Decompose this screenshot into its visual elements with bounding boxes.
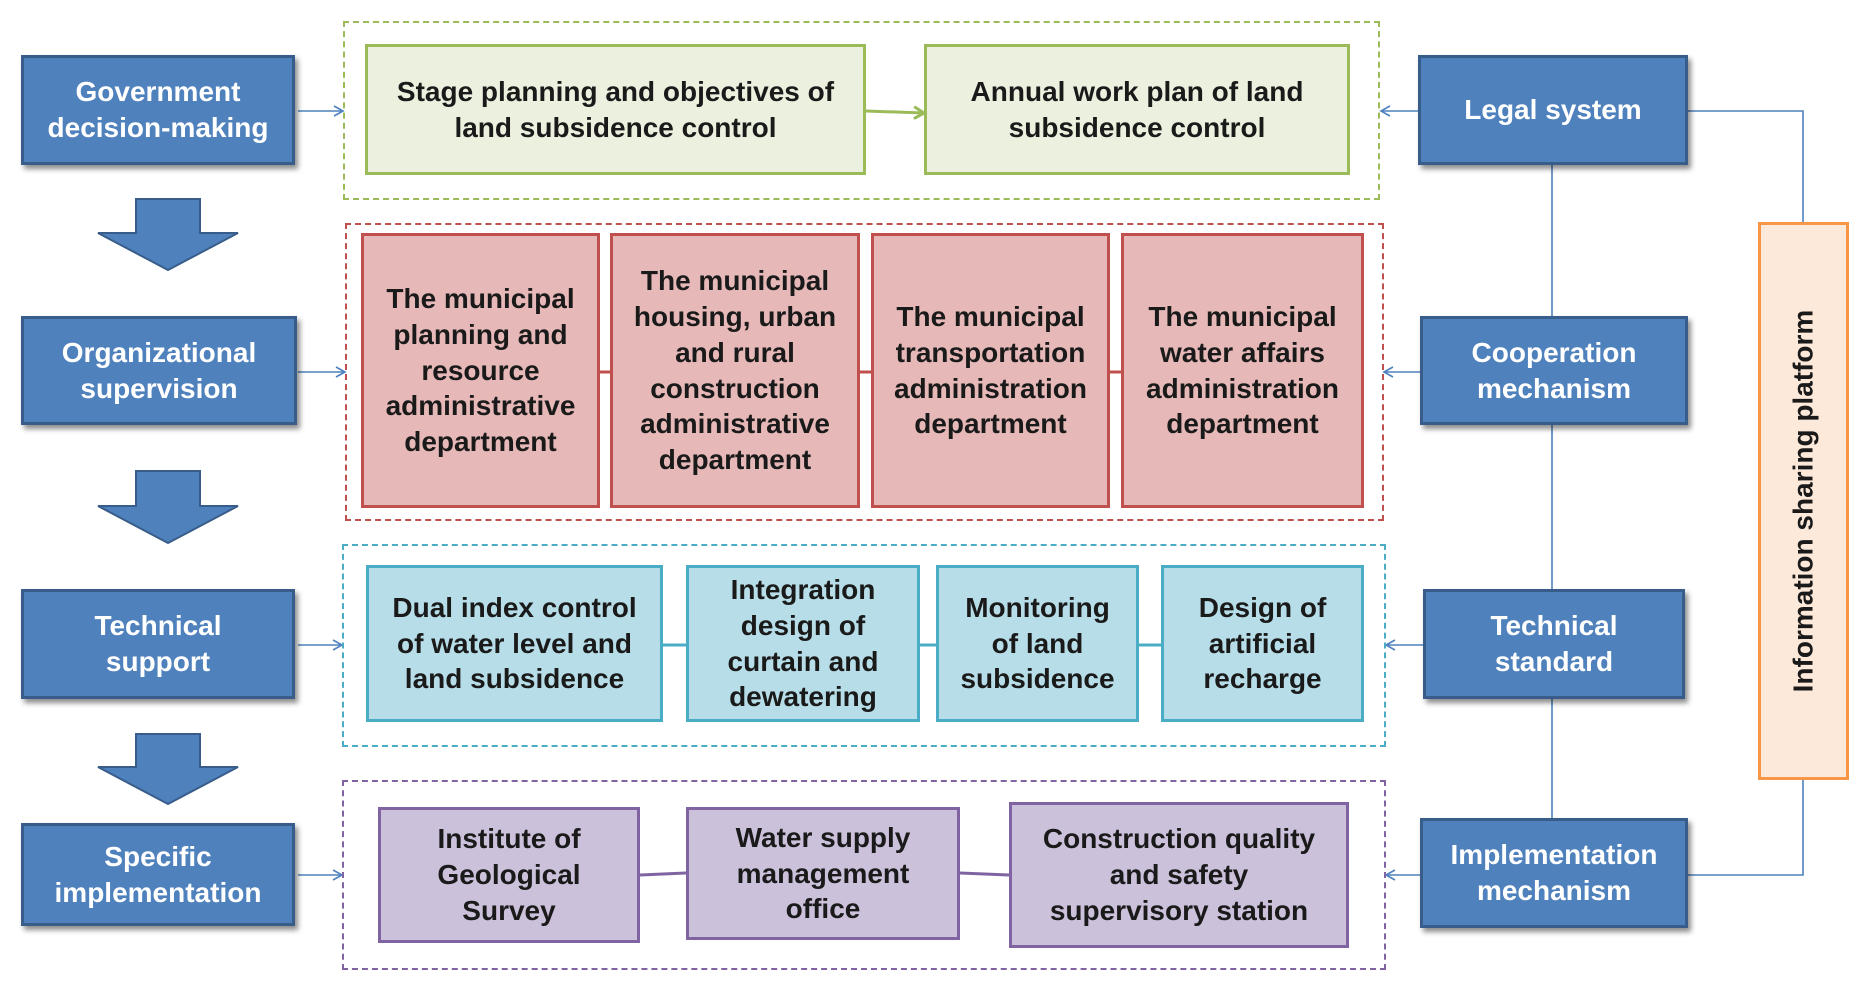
- specific-implementation: Specific implementation: [21, 823, 295, 926]
- down-arrow-2: [98, 471, 238, 543]
- implementation-mechanism: Implementation mechanism: [1420, 818, 1688, 928]
- platform-link-top: [1688, 111, 1803, 222]
- platform-link-bottom: [1688, 780, 1803, 875]
- organizational-supervision: Organizational supervision: [21, 316, 297, 425]
- dept-planning-resource: The municipal planning and resource administrative department: [361, 233, 600, 508]
- government-decision-making: Government decision-making: [21, 55, 295, 165]
- technical-standard: Technical standard: [1423, 589, 1685, 699]
- monitoring-box: Monitoring of land subsidence: [936, 565, 1139, 722]
- dual-index-control-box: Dual index control of water level and land subsidence: [366, 565, 663, 722]
- down-arrow-3: [98, 734, 238, 804]
- dept-transportation: The municipal transportation administration department: [871, 233, 1110, 508]
- annual-work-plan-box: Annual work plan of land subsidence control: [924, 44, 1350, 175]
- down-arrow-1: [98, 199, 238, 270]
- legal-system: Legal system: [1418, 55, 1688, 165]
- construction-quality-box: Construction quality and safety supervisory station: [1009, 802, 1349, 948]
- geological-survey-box: Institute of Geological Survey: [378, 807, 640, 943]
- dept-housing-construction: The municipal housing, urban and rural construction administrative department: [610, 233, 860, 508]
- platform-label: Information sharing platform: [1787, 309, 1819, 693]
- water-supply-office-box: Water supply management office: [686, 807, 960, 940]
- cooperation-mechanism: Cooperation mechanism: [1420, 316, 1688, 425]
- integration-design-box: Integration design of curtain and dewatering: [686, 565, 920, 722]
- stage-planning-box: Stage planning and objectives of land subsidence control: [365, 44, 866, 175]
- information-sharing-platform: [1758, 222, 1849, 780]
- technical-support: Technical support: [21, 589, 295, 699]
- artificial-recharge-box: Design of artificial recharge: [1161, 565, 1364, 722]
- dept-water-affairs: The municipal water affairs administration department: [1121, 233, 1364, 508]
